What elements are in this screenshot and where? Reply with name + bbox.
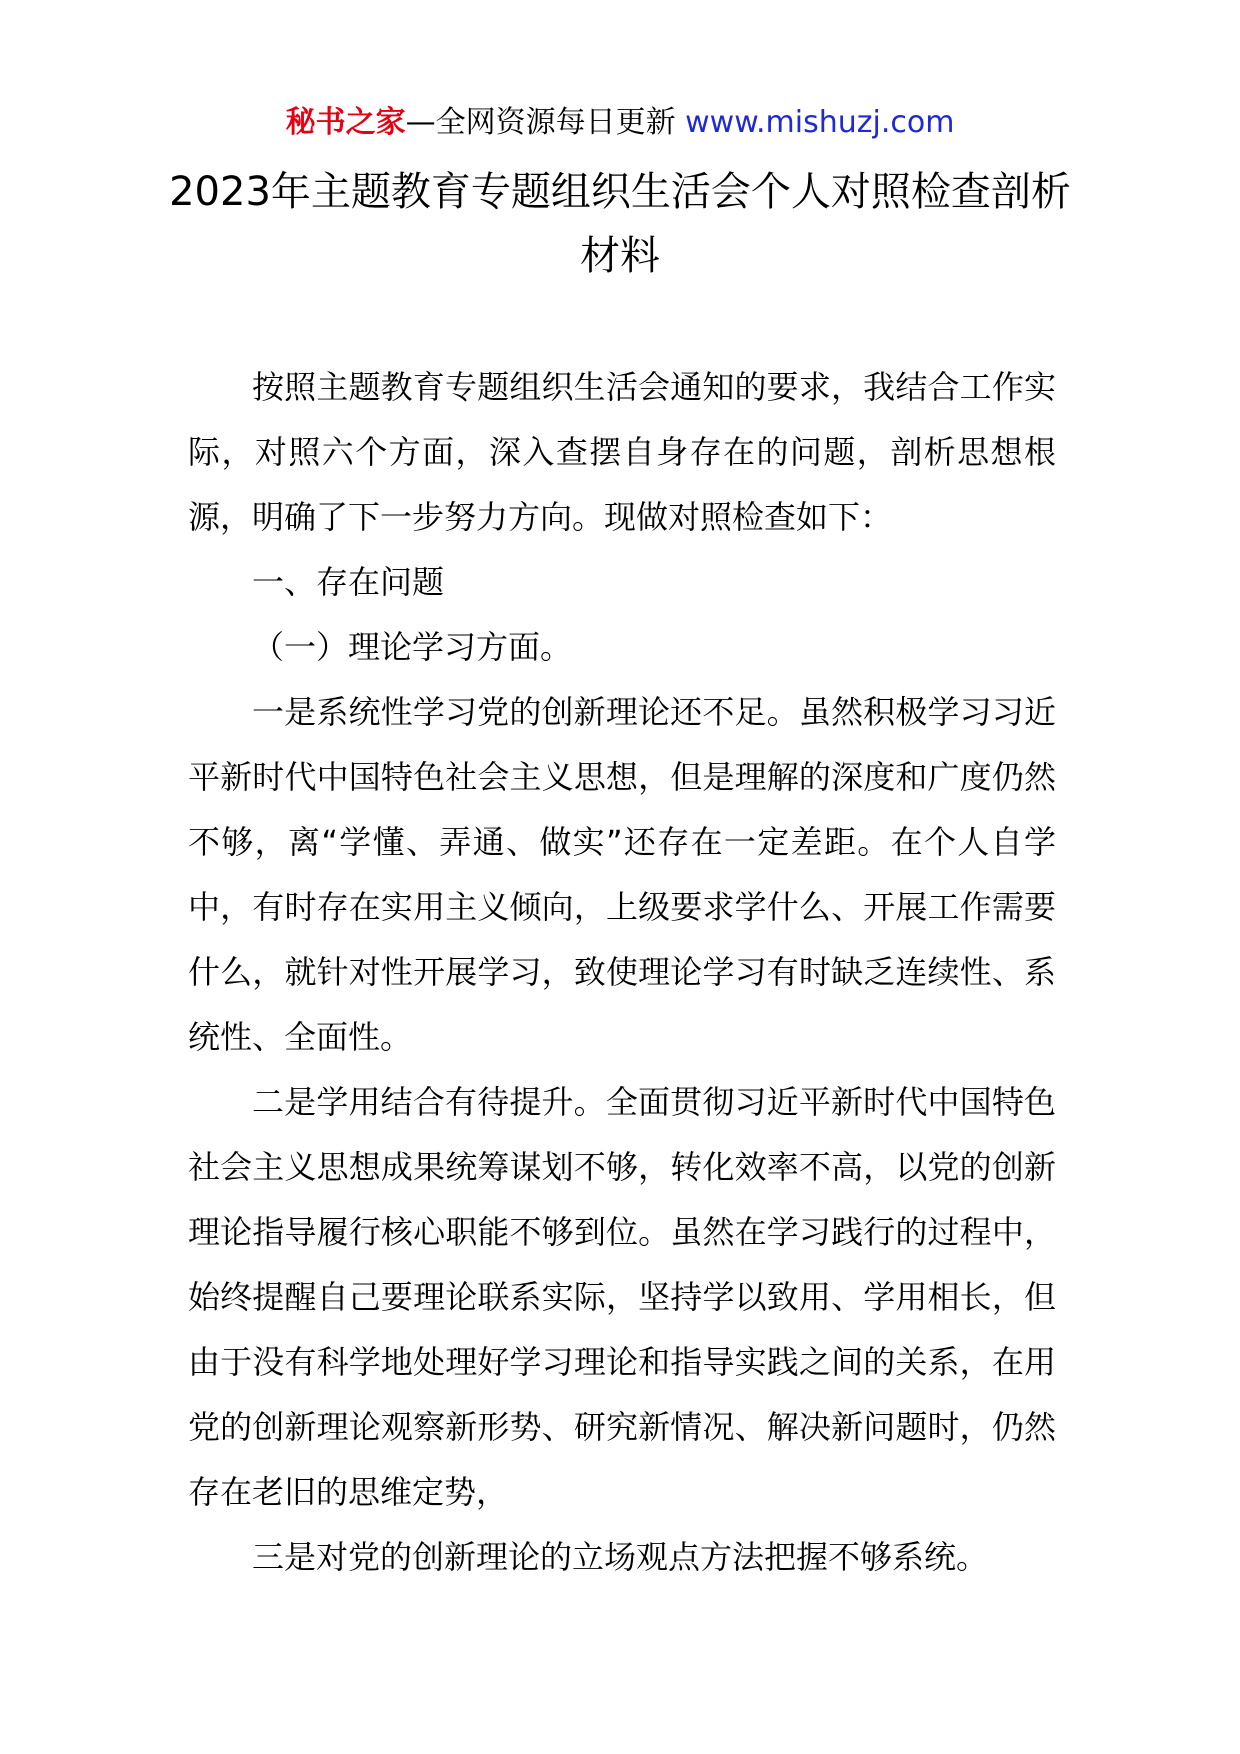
intro-paragraph: 按照主题教育专题组织生活会通知的要求，我结合工作实际，对照六个方面，深入查摆自身存在的问题，剖析思想根源，明确了下一步努力方向。现做对照检查如下： bbox=[188, 368, 1056, 536]
body-paragraph: 一是系统性学习党的创新理论还不足。虽然积极学习习近平新时代中国特色社会主义思想，但是理解的深度和广度仍然不够，离“学懂、弄通、做实”还存在一定差距。在个人自学中，有时存在实用主义倾向，上级要求学什么、开展工作需要什么，就针对性开展学习，致使理论学习有时缺乏连续性、系统性、全面性。 bbox=[188, 693, 1056, 1056]
document-title: 2023年主题教育专题组织生活会个人对照检查剖析材料 bbox=[169, 169, 1071, 279]
site-url[interactable]: www.mishuzj.com bbox=[685, 105, 955, 140]
section-heading: 一、存在问题 bbox=[252, 563, 445, 601]
subsection-heading: （一）理论学习方面。 bbox=[252, 628, 573, 666]
brand-name: 秘书之家 bbox=[285, 105, 406, 140]
body-paragraph: 三是对党的创新理论的立场观点方法把握不够系统。 bbox=[252, 1538, 989, 1576]
site-header bbox=[0, 100, 1240, 146]
body-paragraph: 二是学用结合有待提升。全面贯彻习近平新时代中国特色社会主义思想成果统筹谋划不够，转化效率不高，以党的创新理论指导履行核心职能不够到位。虽然在学习践行的过程中，始终提醒自己要理论联系实际，坚持学以致用、学用相长，但由于没有科学地处理好学习理论和指导实践之间的关系，在用党的创新理论观察新形势、研究新情况、解决新问题时，仍然存在老旧的思维定势， bbox=[188, 1083, 1056, 1511]
header-tagline: —全网资源每日更新 bbox=[405, 105, 686, 140]
document-body bbox=[188, 355, 1056, 1590]
